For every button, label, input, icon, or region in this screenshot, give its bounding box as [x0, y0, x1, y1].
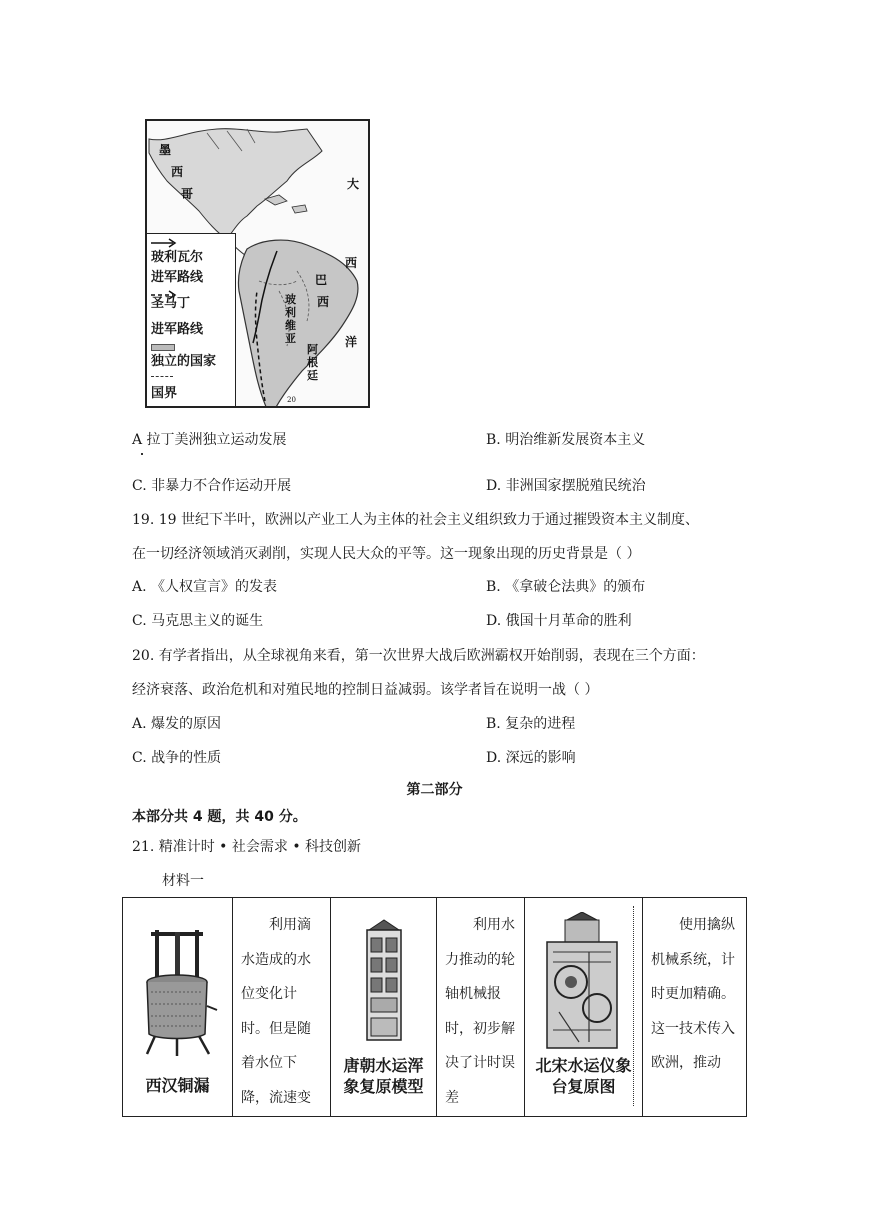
map-label-argentina: 阿根廷: [307, 343, 318, 382]
latin-america-map: [145, 119, 370, 408]
map-label-ocean-1: 大: [347, 177, 360, 191]
q18-option-c: C. 非暴力不合作运动开展: [132, 478, 292, 494]
map-label-mexico-2: 西: [171, 165, 184, 179]
q20-option-a: A. 爆发的原因: [132, 716, 222, 732]
table-cell-tang-text: [437, 898, 525, 1116]
table-cell-tang-armillary: [331, 898, 437, 1116]
map-label-mexico-1: 墨: [159, 143, 172, 157]
bronze-clepsydra-illustration: [137, 926, 219, 1058]
legend-border-line: [151, 376, 173, 377]
q21-title: 21. 精准计时 • 社会需求 • 科技创新: [132, 839, 362, 855]
map-label-ocean-2: 西: [345, 256, 358, 270]
q18-option-d: D. 非洲国家摆脱殖民统治: [486, 478, 646, 494]
legend-bolivar-1: 玻利瓦尔: [151, 250, 204, 265]
escapement-description: 使用擒纵机械系统，计时更加精确。这一技术传入欧洲，推动: [651, 917, 735, 1071]
q20-option-b: B. 复杂的进程: [486, 716, 576, 732]
table-cell-song-astronomical-clock: [525, 898, 643, 1116]
solid-arrow-icon: [151, 238, 177, 248]
q20-stem-line2: 经济衰落、政治危机和对殖民地的控制日益减弱。该学者旨在说明一战（ ）: [132, 682, 599, 698]
legend-independent: 独立的国家: [151, 354, 217, 369]
map-legend: [147, 233, 236, 408]
tang-description: 利用水力推动的轮轴机械报时，初步解决了计时误差: [445, 917, 515, 1106]
table-cell-escapement-text: [643, 898, 745, 1116]
table-cell-bronze-clepsydra: [123, 898, 233, 1116]
caption-tang-armillary: 唐朝水运浑象复原模型: [343, 1056, 424, 1096]
q20-option-d: D. 深远的影响: [486, 750, 576, 766]
legend-sanmartin-1: 圣马丁: [151, 296, 191, 311]
q20-option-c: C. 战争的性质: [132, 750, 222, 766]
table-cell-clepsydra-text: [233, 898, 331, 1116]
q19-option-c: C. 马克思主义的诞生: [132, 613, 264, 629]
legend-border: 国界: [151, 386, 178, 401]
clepsydra-description: 利用滴水造成的水位变化计时。但是随着水位下降，流速变: [241, 917, 311, 1106]
map-label-bolivia: 玻利维亚: [285, 293, 296, 345]
map-label-brazil-1: 巴: [315, 273, 328, 287]
legend-gray-swatch: [151, 344, 175, 351]
map-label-brazil-2: 西: [317, 295, 330, 309]
song-astronomical-clock-illustration: [539, 912, 625, 1052]
material-table: [122, 897, 747, 1117]
q18-option-a: A 拉丁美洲独立运动发展: [132, 432, 287, 448]
map-label-ocean-3: 洋: [345, 335, 358, 349]
map-label-latitude: 20: [287, 396, 296, 404]
caption-bronze-clepsydra: 西汉铜漏: [145, 1076, 210, 1095]
q19-stem-line2: 在一切经济领域消灭剥削，实现人民大众的平等。这一现象出现的历史背景是（ ）: [132, 546, 641, 562]
legend-bolivar-2: 进军路线: [151, 270, 204, 285]
stray-dot: [141, 453, 143, 455]
legend-sanmartin-2: 进军路线: [151, 322, 204, 337]
q19-option-b: B. 《拿破仑法典》的颁布: [486, 579, 646, 595]
tang-armillary-model-illustration: [359, 918, 409, 1046]
part2-intro: 本部分共 4 题，共 40 分。: [132, 809, 307, 825]
q19-option-d: D. 俄国十月革命的胜利: [486, 613, 632, 629]
q21-material-label: 材料一: [162, 873, 204, 889]
caption-song-astronomical-clock: 北宋水运仪象台复原图: [535, 1056, 632, 1096]
q19-option-a: A. 《人权宣言》的发表: [132, 579, 278, 595]
q19-stem-line1: 19. 19 世纪下半叶，欧洲以产业工人为主体的社会主义组织致力于通过摧毁资本主义制度、: [132, 512, 699, 528]
q18-option-b: B. 明治维新发展资本主义: [486, 432, 646, 448]
map-label-mexico-3: 哥: [181, 187, 194, 201]
part2-title: 第二部分: [406, 782, 463, 798]
q20-stem-line1: 20. 有学者指出，从全球视角来看，第一次世界大战后欧洲霸权开始削弱，表现在三个方面：: [132, 648, 705, 664]
